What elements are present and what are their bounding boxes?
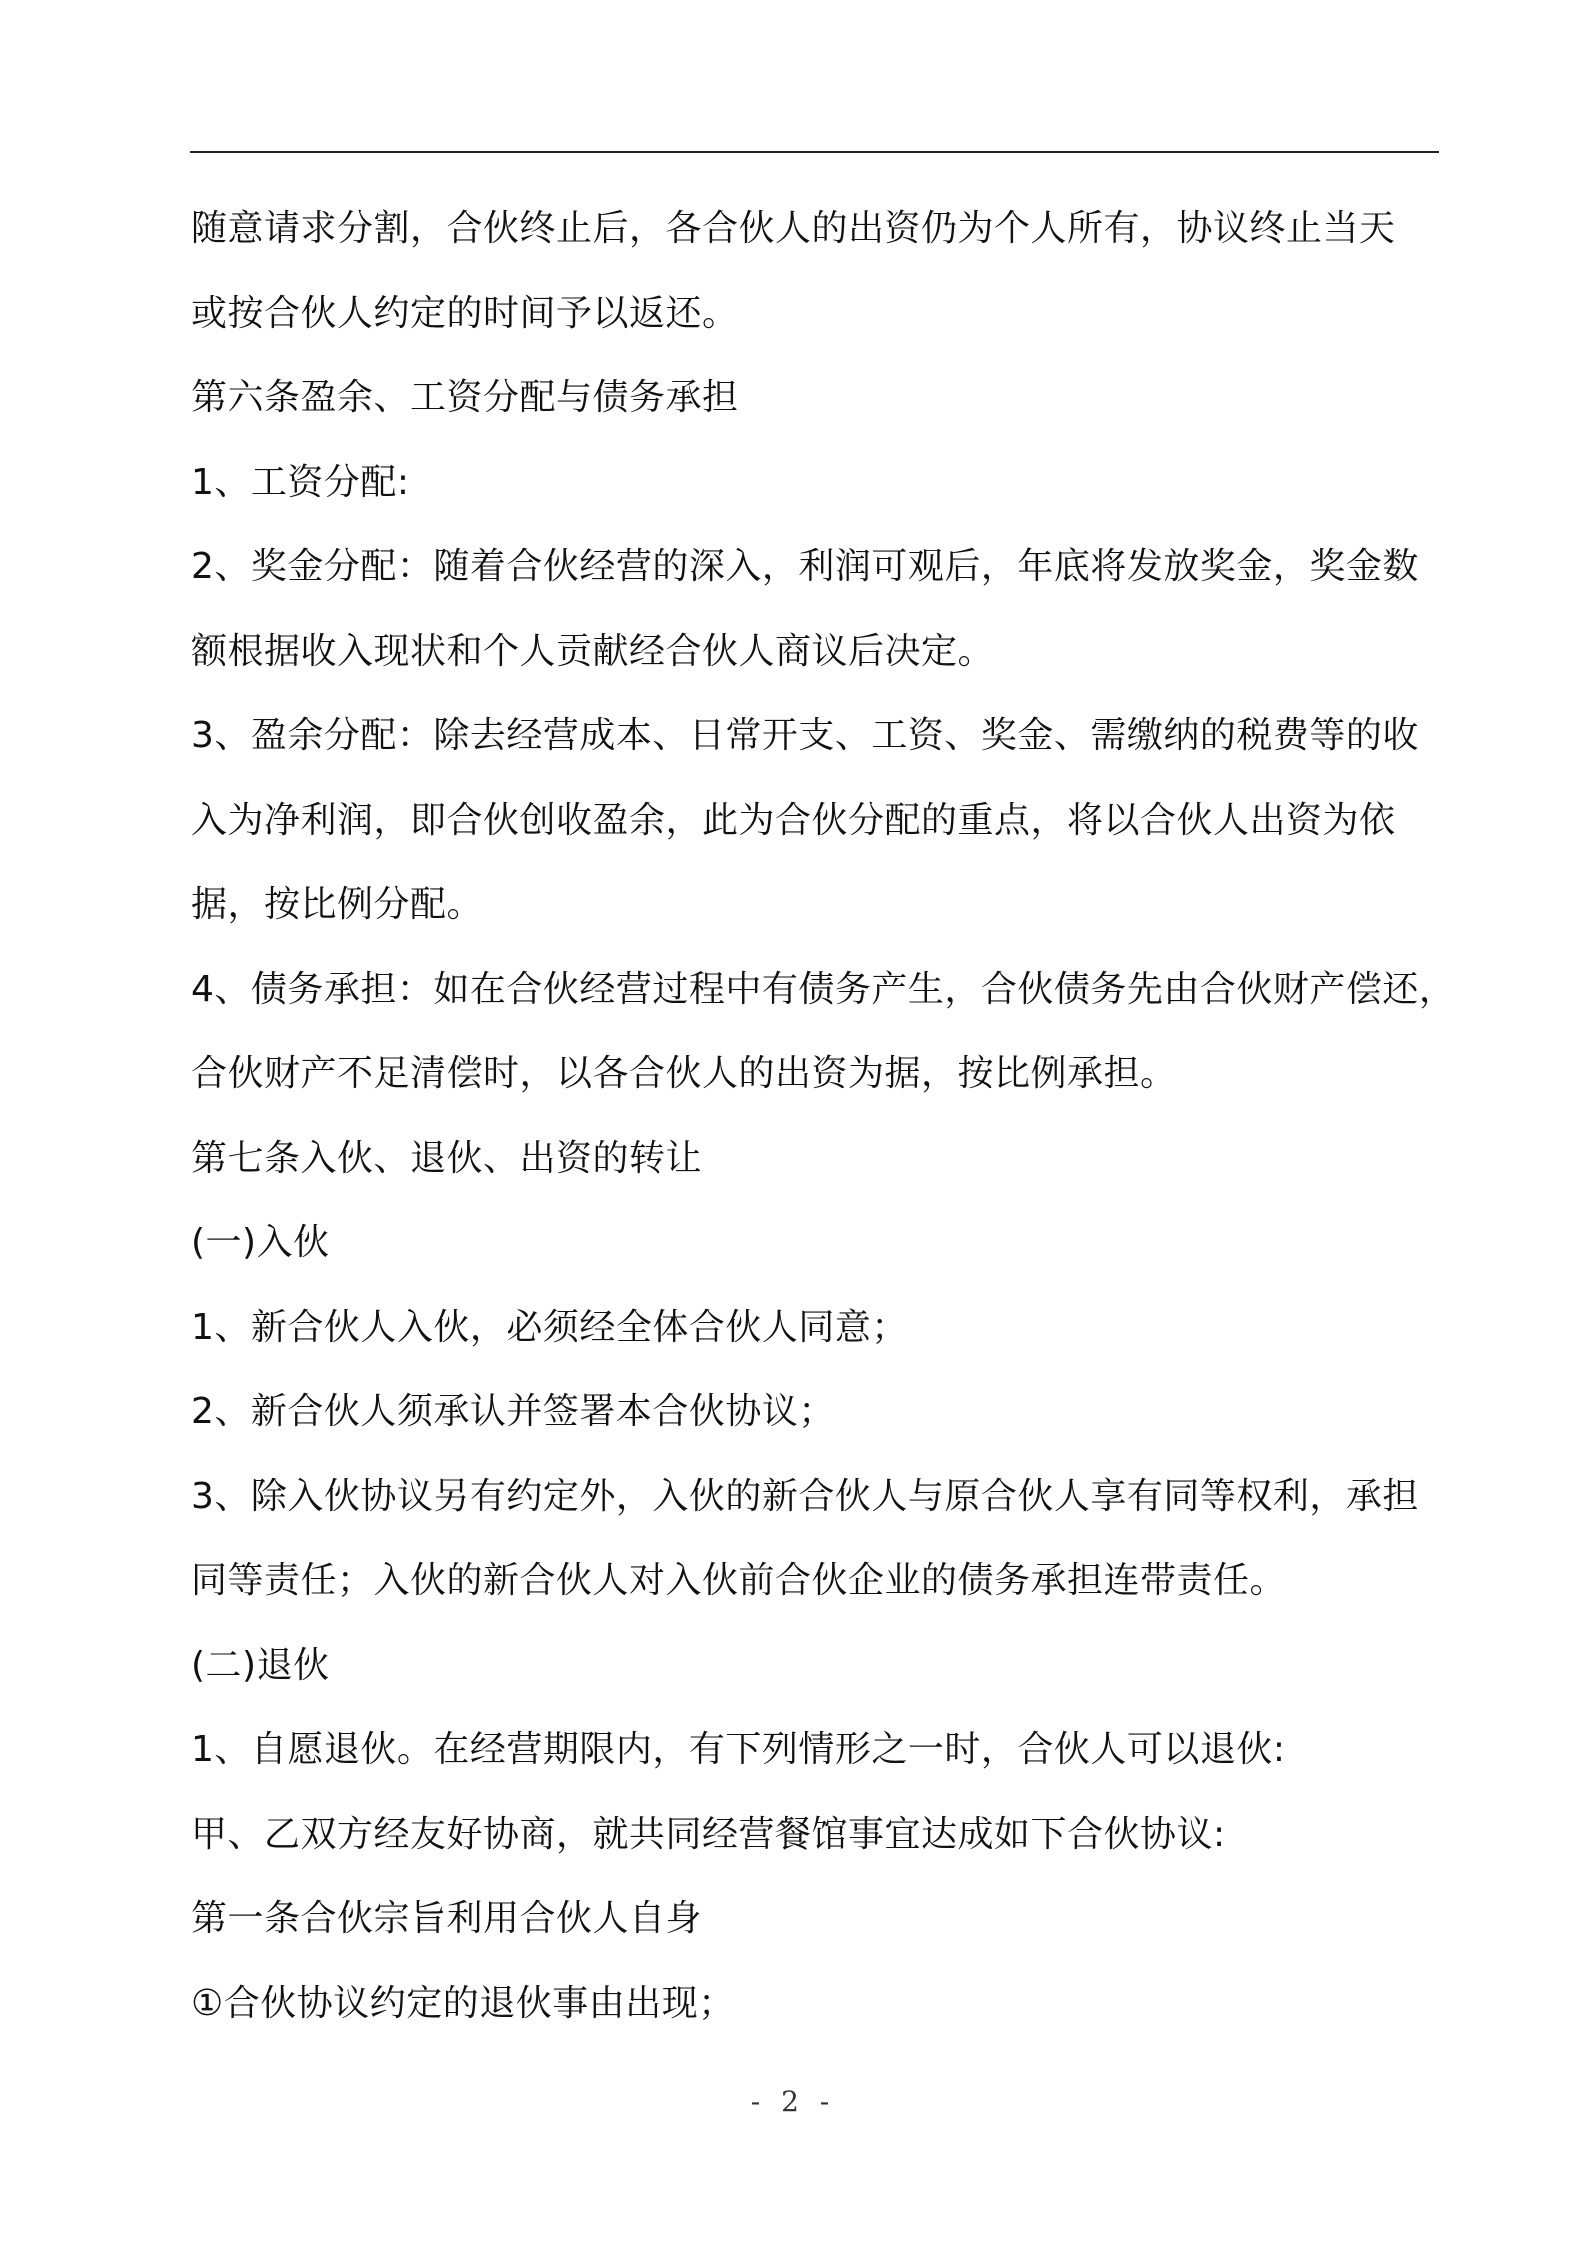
subsection-heading: (二)退伙 [191, 1644, 330, 1686]
section-heading: 第一条合伙宗旨利用合伙人自身 [191, 1898, 703, 1939]
text-line: 甲、乙双方经友好协商，就共同经营餐馆事宜达成如下合伙协议: [191, 1813, 1226, 1855]
section-heading: 第六条盈余、工资分配与债务承担 [191, 377, 739, 418]
text-line: 1、工资分配: [191, 461, 410, 503]
text-line: 合伙财产不足清偿时，以各合伙人的出资为据，按比例承担。 [191, 1053, 1177, 1094]
text-line: 或按合伙人约定的时间予以返还。 [191, 292, 739, 334]
text-line: 随意请求分割，合伙终止后，各合伙人的出资仍为个人所有，协议终止当天 [191, 208, 1396, 249]
text-line: 4、债务承担：如在合伙经营过程中有债务产生，合伙债务先由合伙财产偿还， [191, 968, 1456, 1010]
header-rule [190, 151, 1439, 153]
text-line: 1、新合伙人入伙，必须经全体合伙人同意； [191, 1306, 908, 1348]
document-body [191, 193, 1456, 2052]
text-line: 入为净利润，即合伙创收盈余，此为合伙分配的重点，将以合伙人出资为依 [191, 799, 1396, 841]
text-line: ①合伙协议约定的退伙事由出现； [191, 1982, 735, 2024]
text-line: 2、奖金分配：随着合伙经营的深入，利润可观后，年底将发放奖金，奖金数 [191, 546, 1419, 587]
text-line: 2、新合伙人须承认并签署本合伙协议； [191, 1391, 835, 1432]
text-line: 据，按比例分配。 [191, 884, 484, 925]
text-line: 额根据收入现状和个人贡献经合伙人商议后决定。 [191, 630, 995, 672]
text-line: 3、盈余分配：除去经营成本、日常开支、工资、奖金、需缴纳的税费等的收 [191, 715, 1419, 756]
text-line: 3、除入伙协议另有约定外，入伙的新合伙人与原合伙人享有同等权利，承担 [191, 1475, 1419, 1517]
page-number: - 2 - [750, 2085, 836, 2118]
section-heading: 第七条入伙、退伙、出资的转让 [191, 1137, 703, 1179]
text-line: 同等责任；入伙的新合伙人对入伙前合伙企业的债务承担连带责任。 [191, 1560, 1287, 1601]
text-line: 1、自愿退伙。在经营期限内，有下列情形之一时，合伙人可以退伙: [191, 1729, 1286, 1770]
subsection-heading: (一)入伙 [191, 1222, 330, 1263]
